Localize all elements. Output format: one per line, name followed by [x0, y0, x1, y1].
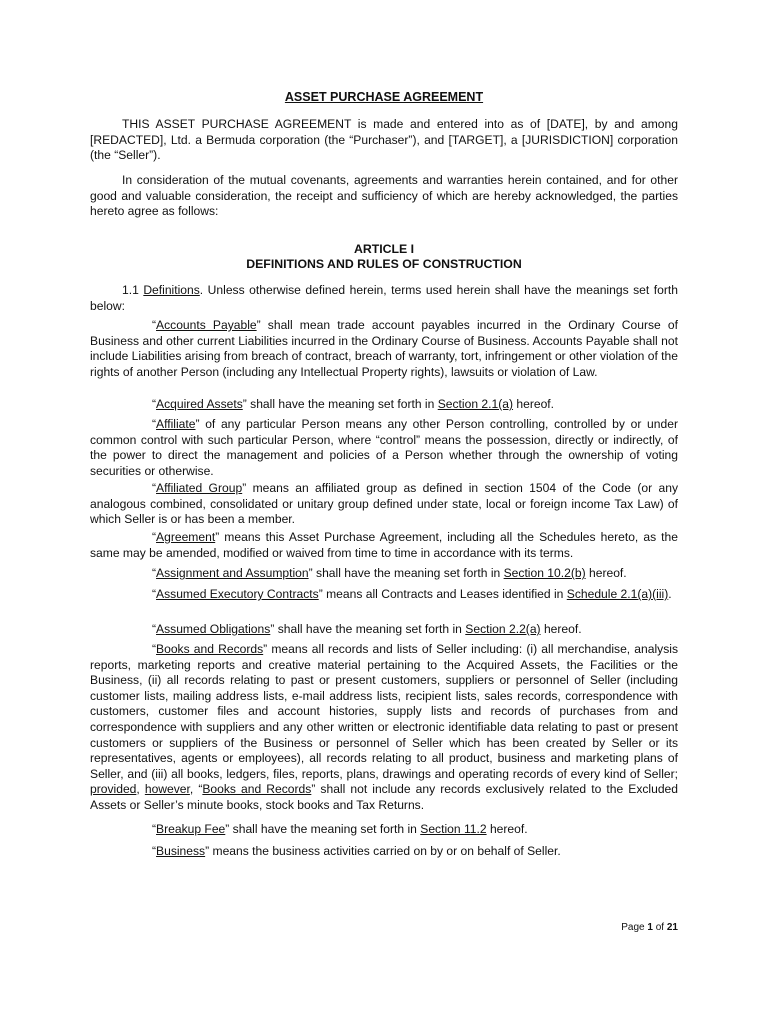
- definition-business: “Business” means the business activities carried on by or on behalf of Seller.: [152, 844, 561, 858]
- article-number: ARTICLE I: [353, 242, 415, 256]
- definition-tail: hereof.: [540, 622, 582, 636]
- proviso-however: however: [144, 782, 190, 797]
- defined-term: Acquired Assets: [156, 397, 243, 411]
- defined-term: Assumed Executory Contracts: [156, 587, 319, 601]
- definition-tail: hereof.: [486, 822, 528, 836]
- definition-tail: hereof.: [513, 397, 555, 411]
- article-heading: DEFINITIONS AND RULES OF CONSTRUCTION: [246, 257, 522, 271]
- definition-text: means this Asset Purchase Agreement, including all the Schedules hereto, as the same may be amended, modified or waived from time to time in accordance with its terms.: [90, 530, 678, 560]
- definition-text: means an affiliated group as defined in section 1504 of the Code (or any analogous combined, consolidated or unitary group defined under state, local or foreign income Tax Law) of which Seller is or has been a member.: [90, 481, 678, 527]
- section-1-1-paragraph: [90, 283, 678, 314]
- defined-term: Agreement: [156, 530, 216, 544]
- definition-books-and-records: “Books and Records” means all records and lists of Seller including: (i) all merchandise, analysis reports, marketing reports and creative material pertaining to the Acquired Assets, the Facilities or the Business, (ii) all records relating to past or present customers, suppliers or personnel of Seller (including customer lists, mailing address lists, e-mail address lists, recipient lists, sales records, correspondence with customers, customer files and account histories, supply lists and records of purchases from and correspondence with suppliers and any other written or electronic identifiable data relating to past or present customers or suppliers of the Business or personnel of Seller which has been created by Seller or its representatives, agents or employees), all records relating to all product, business and marketing plans of Seller, and (iii) all books, ledgers, files, reports, plans, drawings and operating records of every kind of Seller; provided, however, “Books and Records” shall not include any records exclusively related to the Excluded Assets or Seller’s minute books, stock books and Tax Returns.: [90, 642, 678, 812]
- defined-term: Business: [156, 844, 206, 858]
- defined-term: Assignment and Assumption: [156, 566, 309, 580]
- defined-term: Affiliate: [156, 417, 196, 431]
- definition-text: of any particular Person means any other Person controlling, controlled by or under common control with such particular Person, where “control” means the possession, directly or indirectly, of the power to direct the management and policies of a Person whether through the ownership of voting securities or otherwise.: [90, 417, 678, 478]
- page-number: 1: [647, 922, 653, 933]
- definition-assumed-executory-contracts: “Assumed Executory Contracts” means all Contracts and Leases identified in Schedule 2.1(a)(iii).: [152, 587, 672, 601]
- section-number: 1.1: [122, 283, 144, 297]
- section-title: Definitions: [143, 283, 200, 297]
- definition-agreement: “Agreement” means this Asset Purchase Agreement, including all the Schedules hereto, as the same may be amended, modified or waived from time to time in accordance with its terms.: [90, 530, 678, 560]
- proviso-separator: ,: [136, 782, 145, 797]
- definition-assignment-and-assumption: “Assignment and Assumption” shall have the meaning set forth in Section 10.2(b) hereof.: [152, 566, 627, 580]
- defined-term: Books and Records: [156, 642, 264, 656]
- defined-term: Affiliated Group: [156, 481, 243, 495]
- document-title: ASSET PURCHASE AGREEMENT: [284, 90, 484, 104]
- definition-text: means the business activities carried on by or on behalf of Seller.: [209, 844, 561, 858]
- defined-term-repeat: Books and Records: [202, 782, 312, 797]
- intro-paragraph-consideration: In consideration of the mutual covenants, agreements and warranties herein contained, and for other good and valuable consideration, the receipt and sufficiency of which are hereby acknowledged, the parties hereto agree as follows:: [90, 173, 678, 219]
- section-reference: Section 2.1(a): [437, 397, 514, 411]
- page-of-label: of: [652, 922, 667, 933]
- page-total: 21: [666, 922, 678, 933]
- definition-text: means all Contracts and Leases identified in: [322, 587, 567, 601]
- section-reference: Section 11.2: [420, 822, 487, 836]
- definition-accounts-payable: “Accounts Payable” shall mean trade account payables incurred in the Ordinary Course of Business and other current Liabilities incurred in the Ordinary Course of Business. Accounts Payable shall not include Liabilities arising from breach of contract, breach of warranty, tort, infringement or other violation of the rights of another Person (including any Intellectual Property rights), lawsuits or violation of Law.: [90, 318, 679, 379]
- page-footer: [621, 922, 678, 933]
- section-reference: Section 10.2(b): [503, 566, 586, 580]
- definition-affiliate: “Affiliate” of any particular Person means any other Person controlling, controlled by or under common control with such particular Person, where “control” means the possession, directly or indirectly, of the power to direct the management and policies of a Person whether through the ownership of voting securities or otherwise.: [90, 417, 678, 478]
- definition-text: shall mean trade account payables incurred in the Ordinary Course of Business and other current Liabilities incurred in the Ordinary Course of Business. Accounts Payable shall not include Liabilities arising from breach of contract, breach of warranty, tort, infringement or other violation of the rights of another Person (including any Intellectual Property rights), lawsuits or violation of Law.: [90, 318, 679, 379]
- definition-text: shall have the meaning set forth in: [229, 822, 421, 836]
- definition-tail: ” shall not include any records exclusively related to the Excluded Assets or Seller’s minute books, stock books and Tax Returns.: [90, 782, 678, 812]
- definition-text: shall have the meaning set forth in: [246, 397, 438, 411]
- defined-term: Accounts Payable: [156, 318, 257, 332]
- definition-tail: hereof.: [585, 566, 627, 580]
- definition-acquired-assets: “Acquired Assets” shall have the meaning set forth in Section 2.1(a) hereof.: [152, 397, 555, 411]
- schedule-reference: Schedule 2.1(a)(iii): [566, 587, 669, 601]
- proviso-provided: provided: [90, 782, 137, 797]
- section-reference: Section 2.2(a): [465, 622, 541, 636]
- proviso-tail: , “: [189, 782, 203, 797]
- definition-text: means all records and lists of Seller including: (i) all merchandise, analysis reports, marketing reports and creative material pertaining to the Acquired Assets, the Facilities or the Business, (ii) all records relating to past or present customers, suppliers or personnel of Seller (including customer lists, mailing address lists, e-mail address lists, recipient lists, sales records, correspondence with customers, customer files and account histories, supply lists and records of purchases from and correspondence with suppliers and any other written or electronic identifiable data relating to past or present customers or suppliers of the Business or personnel of Seller which has been created by Seller or its representatives, agents or employees), all records relating to all product, business and marketing plans of Seller, and (iii) all books, ledgers, files, reports, plans, drawings and operating records of every kind of Seller;: [90, 642, 678, 781]
- defined-term: Breakup Fee: [156, 822, 226, 836]
- definition-text: shall have the meaning set forth in: [312, 566, 504, 580]
- definition-affiliated-group: “Affiliated Group” means an affiliated group as defined in section 1504 of the Code (or any analogous combined, consolidated or unitary group defined under state, local or foreign income Tax Law) of which Seller is or has been a member.: [90, 481, 678, 527]
- definition-text: shall have the meaning set forth in: [274, 622, 466, 636]
- definition-assumed-obligations: “Assumed Obligations” shall have the meaning set forth in Section 2.2(a) hereof.: [152, 622, 582, 636]
- intro-paragraph-parties: THIS ASSET PURCHASE AGREEMENT is made and entered into as of [DATE], by and among [REDACTED], Ltd. a Bermuda corporation (the “Purchaser”), and [TARGET], a [JURISDICTION] corporation (the “Seller”).: [90, 117, 678, 163]
- definition-tail: .: [668, 587, 672, 601]
- definition-breakup-fee: “Breakup Fee” shall have the meaning set forth in Section 11.2 hereof.: [152, 822, 528, 836]
- page-label: Page: [621, 922, 648, 933]
- section-text: . Unless otherwise defined herein, terms used herein shall have the meanings set forth below:: [90, 283, 678, 313]
- defined-term: Assumed Obligations: [156, 622, 271, 636]
